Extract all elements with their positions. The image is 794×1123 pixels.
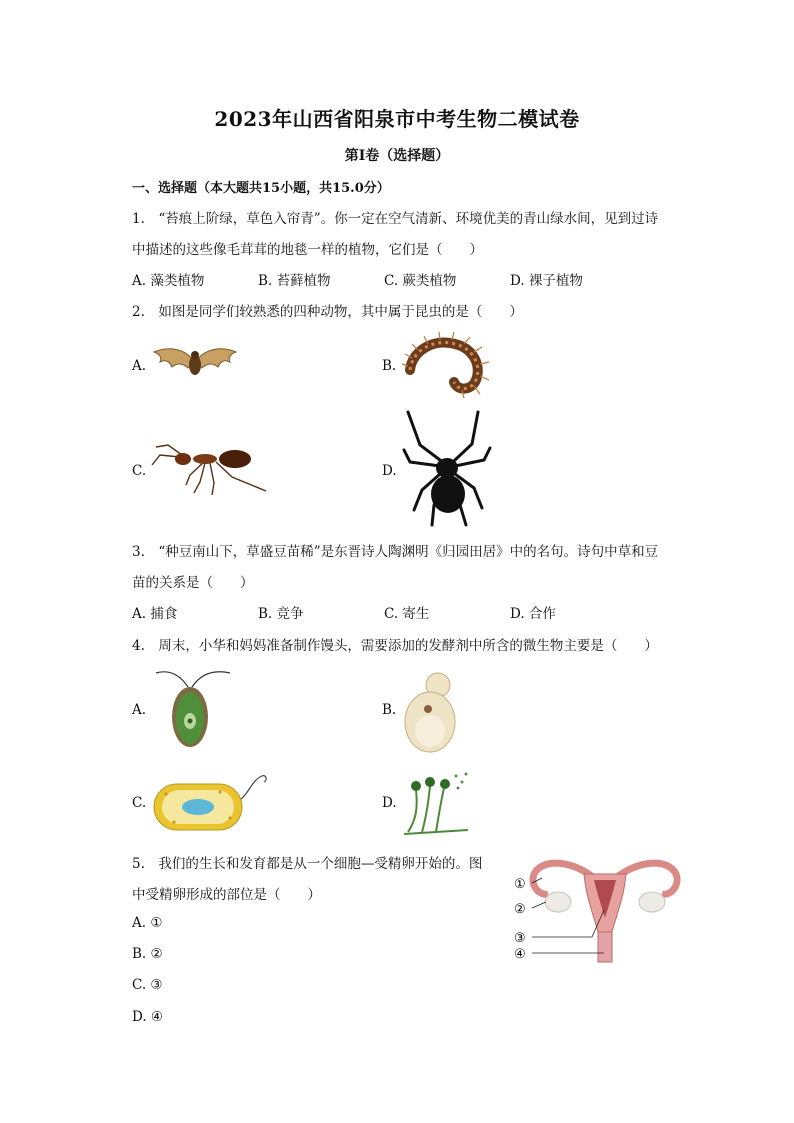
q2-option-b-label[interactable]: B. xyxy=(382,358,397,374)
page-title: 2023年山西省阳泉市中考生物二模试卷 xyxy=(214,107,580,131)
q1-option-a[interactable]: A. 藻类植物 xyxy=(132,273,205,289)
q3-option-a[interactable]: A. 捕食 xyxy=(132,606,178,622)
q4-stem: 4. 周末，小华和妈妈准备制作馒头，需要添加的发酵剂中所含的微生物主要是（ ） xyxy=(132,638,658,654)
q2-option-c-label[interactable]: C. xyxy=(132,463,147,479)
q2-option-a-label[interactable]: A. xyxy=(132,358,147,374)
q5-option-a[interactable]: A. ① xyxy=(132,915,163,931)
bat-image xyxy=(150,340,240,385)
q5-option-b[interactable]: B. ② xyxy=(132,946,163,962)
diagram-label-2: ② xyxy=(514,902,526,917)
diagram-label-3: ③ xyxy=(514,931,526,946)
q5-option-c[interactable]: C. ③ xyxy=(132,977,163,993)
q4-option-d-label[interactable]: D. xyxy=(382,795,397,811)
q3-stem-line2: 苗的关系是（ ） xyxy=(132,575,254,591)
q5-stem-line1: 5. 我们的生长和发育都是从一个细胞—受精卵开始的。图 xyxy=(132,856,483,872)
ant-image xyxy=(150,437,270,497)
diagram-label-1: ① xyxy=(514,877,526,892)
q4-option-c-label[interactable]: C. xyxy=(132,795,147,811)
bacterium-image xyxy=(150,772,270,837)
q5-stem-line2: 中受精卵形成的部位是（ ） xyxy=(132,887,321,903)
yeast-image xyxy=(402,667,462,757)
q1-options xyxy=(132,269,636,289)
diagram-label-4: ④ xyxy=(514,947,526,962)
q3-option-b[interactable]: B. 竞争 xyxy=(258,606,304,622)
q2-option-d-label[interactable]: D. xyxy=(382,463,397,479)
centipede-image xyxy=(400,330,495,400)
q1-stem-line1: 1. “苔痕上阶绿，草色入帘青”。你一定在空气清新、环境优美的青山绿水间，见到过诗 xyxy=(132,211,659,227)
q3-stem-line1: 3. “种豆南山下，草盛豆苗稀”是东晋诗人陶渊明《归园田居》中的名句。诗句中草和豆 xyxy=(132,544,659,560)
uterus-diagram xyxy=(512,852,697,967)
q1-option-d[interactable]: D. 裸子植物 xyxy=(510,273,583,289)
spider-image xyxy=(400,410,495,528)
q3-option-c[interactable]: C. 寄生 xyxy=(384,606,430,622)
mold-image xyxy=(402,770,472,838)
q3-options xyxy=(132,602,636,622)
q4-option-b-label[interactable]: B. xyxy=(382,702,397,718)
q1-stem-line2: 中描述的这些像毛茸茸的地毯一样的植物，它们是（ ） xyxy=(132,242,483,258)
section-heading: 一、选择题（本大题共15小题，共15.0分） xyxy=(132,181,390,196)
q3-option-d[interactable]: D. 合作 xyxy=(510,606,556,622)
q1-option-c[interactable]: C. 蕨类植物 xyxy=(384,273,457,289)
part-heading: 第I卷（选择题） xyxy=(344,148,450,164)
q1-option-b[interactable]: B. 苔藓植物 xyxy=(258,273,331,289)
chlamydomonas-image xyxy=(150,665,240,755)
q5-option-d[interactable]: D. ④ xyxy=(132,1009,164,1025)
q2-stem: 2. 如图是同学们较熟悉的四种动物，其中属于昆虫的是（ ） xyxy=(132,304,523,320)
q4-option-a-label[interactable]: A. xyxy=(132,702,147,718)
